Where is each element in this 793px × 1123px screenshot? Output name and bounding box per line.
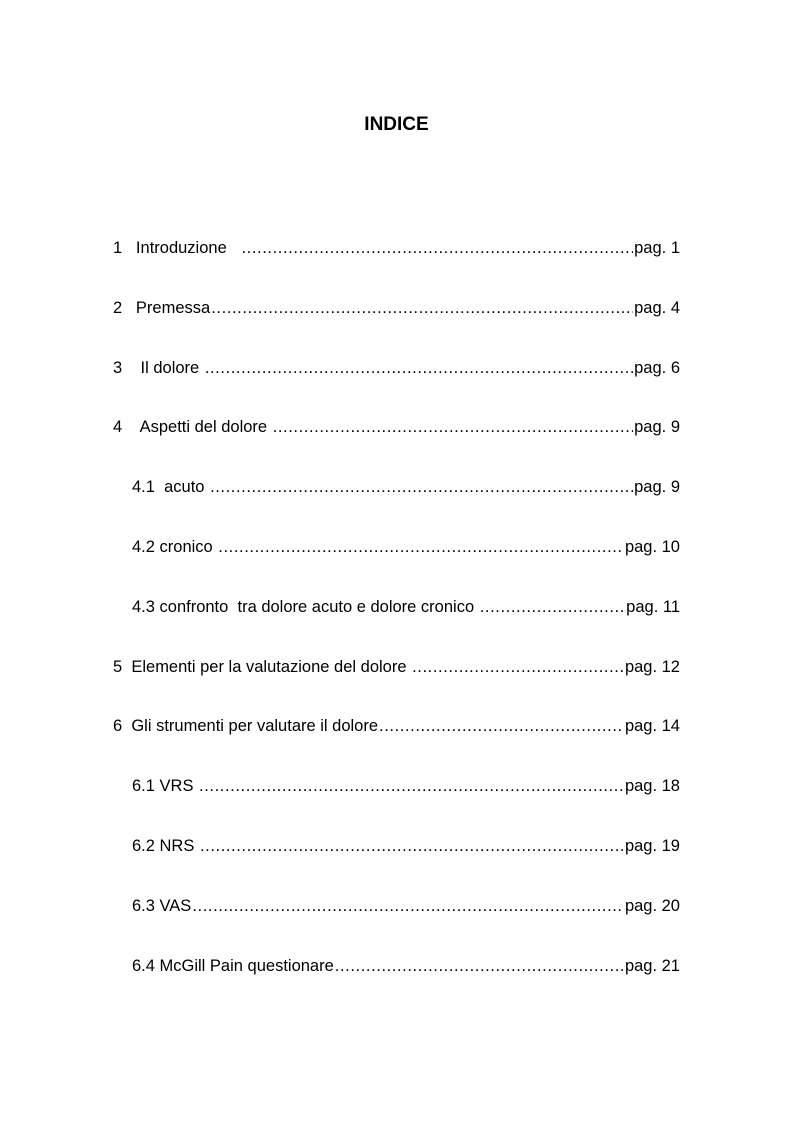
toc-entry-page: pag. 9 [634,478,680,496]
dot-leader [379,716,624,736]
toc-entry-confronto[interactable] [132,597,680,617]
dot-leader [242,238,634,258]
dot-leader [205,358,633,378]
toc-entry-label: 5 Elementi per la valutazione del dolore [113,658,412,676]
toc-entry-il-dolore[interactable] [113,358,680,378]
toc-entry-page: pag. 10 [624,538,680,556]
toc-entry-label: 1 Introduzione [113,239,241,257]
toc-entry-label: 4 Aspetti del dolore [113,418,272,436]
toc-entry-page: pag. 21 [624,957,680,975]
toc-entry-label: 4.1 acuto [132,478,210,496]
toc-entry-page: pag. 12 [624,658,680,676]
toc-entry-page: pag. 20 [624,897,680,915]
toc-entry-label: 6.4 McGill Pain questionare [132,957,334,975]
toc-entry-elementi-valutazione[interactable] [113,657,680,677]
toc-entry-label: 3 Il dolore [113,359,204,377]
dot-leader [211,298,633,318]
dot-leader [273,417,633,437]
toc-entry-label: 4.2 cronico [132,538,218,556]
toc-entry-vrs[interactable] [132,776,680,796]
toc-entry-label: 4.3 confronto tra dolore acuto e dolore cronico [132,598,479,616]
toc-entry-page: pag. 18 [624,777,680,795]
dot-leader [218,537,624,557]
toc-entry-cronico[interactable] [132,537,680,557]
toc-entry-vas[interactable] [132,896,680,916]
document-title: INDICE [364,114,429,135]
toc-entry-page: pag. 1 [634,239,680,257]
toc-entry-label: 6.1 VRS [132,777,199,795]
toc-entry-page: pag. 9 [634,418,680,436]
toc-entry-label: 2 Premessa [113,299,211,317]
dot-leader [335,956,624,976]
dot-leader [412,657,624,677]
toc-entry-premessa[interactable] [113,298,680,318]
toc-entry-aspetti-del-dolore[interactable] [113,417,680,437]
dot-leader [192,896,624,916]
toc-entry-introduzione[interactable] [113,238,680,258]
toc-entry-acuto[interactable] [132,477,680,497]
toc-entry-page: pag. 11 [626,598,680,616]
toc-entry-label: 6.3 VAS [132,897,192,915]
toc-entry-page: pag. 4 [634,299,680,317]
toc-entry-mcgill[interactable] [132,956,680,976]
dot-leader [200,836,624,856]
toc-entry-nrs[interactable] [132,836,680,856]
toc-entry-page: pag. 19 [624,837,680,855]
toc-entry-page: pag. 14 [624,717,680,735]
toc-entry-label: 6 Gli strumenti per valutare il dolore [113,717,379,735]
toc-entry-label: 6.2 NRS [132,837,199,855]
dot-leader [480,597,625,617]
dot-leader [199,776,624,796]
toc-entry-strumenti[interactable] [113,716,680,736]
dot-leader [210,477,633,497]
toc-entry-page: pag. 6 [634,359,680,377]
